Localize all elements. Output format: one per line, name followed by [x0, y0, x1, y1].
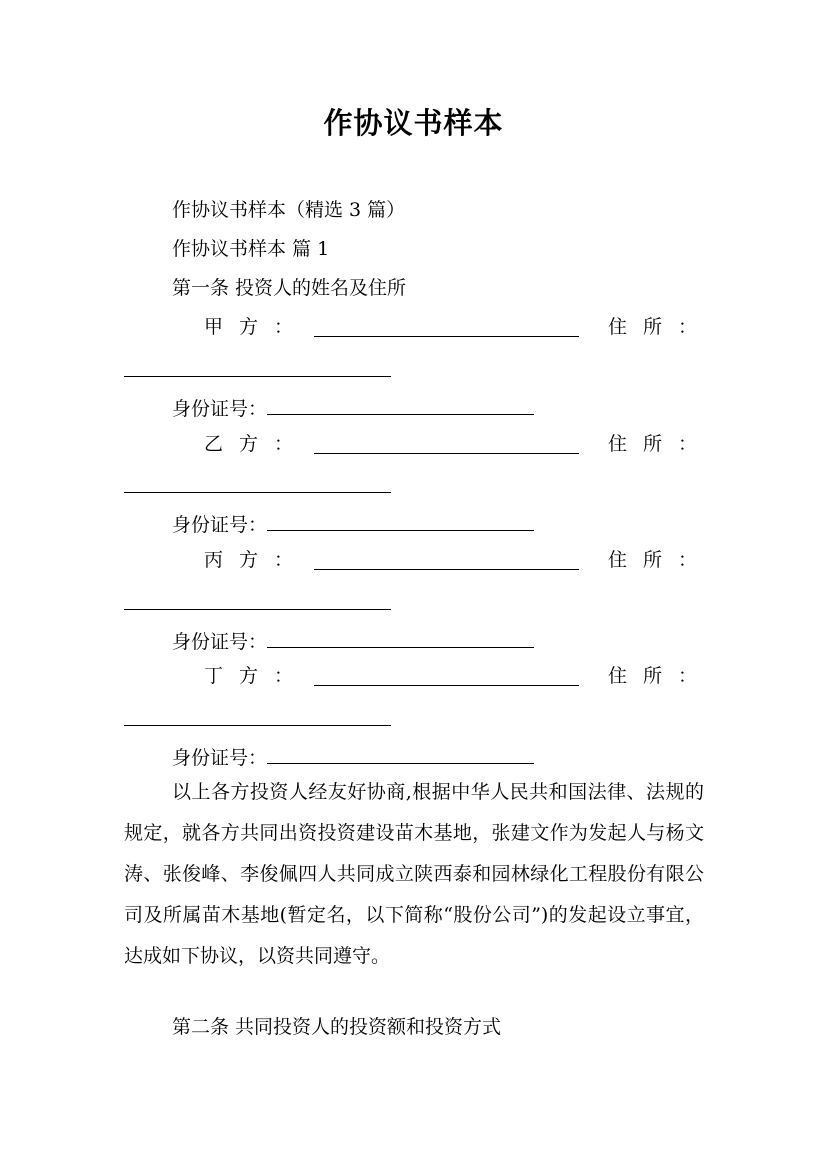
- id-row: [124, 619, 752, 658]
- address-label: 住所：: [608, 549, 714, 571]
- id-blank: [267, 386, 534, 415]
- article-1-heading: 第一条 投资人的姓名及住所: [172, 277, 407, 299]
- address-label: 住所：: [608, 316, 714, 338]
- party-name-blank: [314, 425, 579, 454]
- party-row-ding: [124, 657, 714, 696]
- intro-paragraph: 以上各方投资人经友好协商,根据中华人民共和国法律、法规的规定，就各方共同出资投资建设苗木基地，张建文作为发起人与杨文涛、张俊峰、李俊佩四人共同成立陕西泰和园林绿化工程股份有限公司及所属苗木基地(暂定名，以下简称“股份公司”)的发起设立事宜，达成如下协议，以资共同遵守。: [124, 781, 704, 967]
- article-2-heading: 第二条 共同投资人的投资额和投资方式: [172, 1016, 502, 1038]
- address-blank: [124, 609, 391, 610]
- id-row: [124, 735, 752, 774]
- address-blank: [124, 492, 391, 493]
- party-label: 甲方：: [204, 316, 310, 338]
- section-heading: 作协议书样本 篇 1: [172, 238, 330, 260]
- id-blank: [267, 502, 534, 531]
- address-label: 住所：: [608, 665, 714, 687]
- id-label: 身份证号：: [172, 631, 268, 653]
- party-row-yi: [124, 425, 714, 464]
- id-blank: [267, 619, 534, 648]
- party-name-blank: [314, 541, 579, 570]
- party-row-bing: [124, 541, 714, 580]
- id-row: [124, 386, 752, 425]
- id-row: [124, 502, 752, 541]
- address-label: 住所：: [608, 433, 714, 455]
- document-title: 作协议书样本: [323, 106, 504, 140]
- party-name-blank: [314, 657, 579, 686]
- party-label: 丁方：: [204, 665, 310, 687]
- id-label: 身份证号：: [172, 398, 268, 420]
- id-label: 身份证号：: [172, 747, 268, 769]
- address-blank: [124, 725, 391, 726]
- address-blank: [124, 376, 391, 377]
- party-label: 丙方：: [204, 549, 310, 571]
- party-row-jia: [124, 308, 714, 347]
- document-subtitle: 作协议书样本（精选 3 篇）: [172, 199, 406, 221]
- party-name-blank: [314, 308, 579, 337]
- party-label: 乙方：: [204, 433, 310, 455]
- id-label: 身份证号：: [172, 514, 268, 536]
- id-blank: [267, 735, 534, 764]
